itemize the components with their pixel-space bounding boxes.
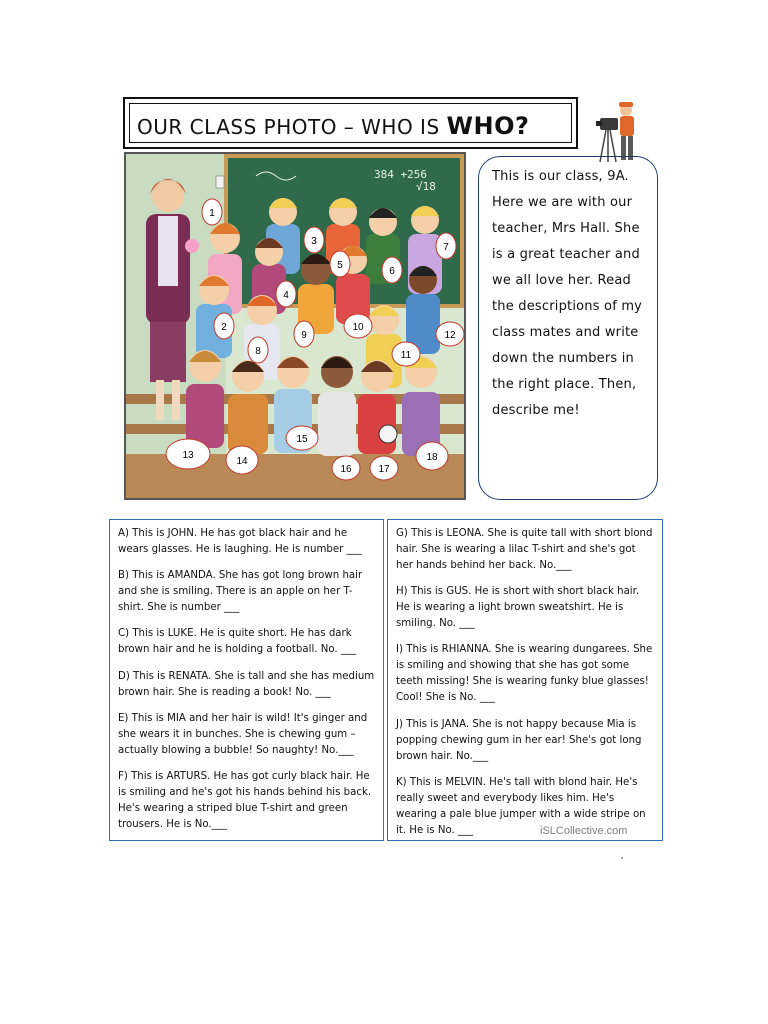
- description-item: A) This is JOHN. He has got black hair and he wears glasses. He is laughing. He is number ___: [118, 528, 362, 555]
- number-circle-14: [226, 446, 258, 474]
- description-item: I) This is RHIANNA. She is wearing dungarees. She is smiling and showing that she has got some teeth missing! She is wearing funky blue glasses! Cool! She is No. ___: [396, 644, 653, 704]
- description-item: H) This is GUS. He is short with short black hair. He is wearing a light brown sweatshirt. He is smiling. No. ___: [396, 586, 640, 630]
- description-item: F) This is ARTURS. He has got curly black hair. He is smiling and he's got his hands behind his back. He's wearing a striped blue T-shirt and green trousers. He is No.___: [118, 770, 372, 830]
- number-circle-15: [286, 426, 318, 450]
- number-circle-11: [392, 342, 420, 366]
- number-circle-7: [436, 233, 456, 259]
- title-prefix: OUR CLASS PHOTO – WHO IS: [137, 115, 447, 139]
- number-circle-8: [248, 337, 268, 363]
- number-label: 13: [182, 450, 194, 461]
- title-emphasis: WHO?: [446, 112, 530, 140]
- number-label: 1: [209, 208, 215, 219]
- number-circle-1: [202, 199, 222, 225]
- number-circle-3: [304, 227, 324, 253]
- number-label: 14: [236, 456, 248, 467]
- intro-text: This is our class, 9A. Here we are with our teacher, Mrs Hall. She is a great teacher and we all love her. Read the descriptions of my class mates and write down the numbers in the right place. Then, describe me!: [492, 169, 643, 418]
- number-label: 11: [400, 350, 412, 361]
- number-label: 7: [443, 242, 449, 253]
- worksheet-title: [137, 112, 529, 140]
- number-circle-4: [276, 281, 296, 307]
- descriptions-panel-right: [387, 519, 663, 841]
- number-label: 15: [296, 434, 308, 445]
- number-label: 18: [426, 452, 438, 463]
- number-circle-16: [332, 456, 360, 480]
- number-circle-10: [344, 314, 372, 338]
- descriptions-panel-left: [109, 519, 384, 841]
- number-label: 6: [389, 266, 395, 277]
- description-item: D) This is RENATA. She is tall and she has medium brown hair. She is reading a book! No. ___: [118, 670, 375, 698]
- number-label: 12: [444, 330, 456, 341]
- number-circle-12: [436, 322, 464, 346]
- number-label: 8: [255, 346, 261, 357]
- description-item: C) This is LUKE. He is quite short. He has dark brown hair and he is holding a football. No. ___: [118, 628, 357, 656]
- number-label: 4: [283, 290, 289, 301]
- number-label: 10: [352, 322, 364, 333]
- number-label: 2: [221, 322, 227, 333]
- number-circle-9: [294, 321, 314, 347]
- number-circle-18: [416, 442, 448, 470]
- class-photo-illustration: [126, 154, 464, 498]
- number-circle-6: [382, 257, 402, 283]
- camera-operator-icon: [596, 100, 642, 164]
- number-circle-2: [214, 313, 234, 339]
- board-root: √18: [416, 180, 436, 193]
- watermark: iSLCollective.com: [540, 825, 628, 837]
- number-circle-17: [370, 456, 398, 480]
- number-circle-13: [166, 439, 210, 469]
- description-item: E) This is MIA and her hair is wild! It's ginger and she wears it in bunches. She is chewing gum – actually blowing a bubble! So naughty! No.___: [118, 712, 368, 756]
- number-label: 16: [340, 464, 352, 475]
- number-label: 9: [301, 330, 307, 341]
- description-item: G) This is LEONA. She is quite tall with short blond hair. She is wearing a lilac T-shirt and she's got her hands behind her back. No.___: [396, 528, 653, 571]
- scan-dot: [621, 857, 623, 859]
- title-box: [123, 97, 578, 149]
- number-label: 5: [337, 260, 343, 271]
- class-photo: [124, 152, 466, 500]
- number-circle-5: [330, 251, 350, 277]
- number-label: 3: [311, 236, 317, 247]
- board-sum: 384 +256: [374, 168, 427, 181]
- description-item: J) This is JANA. She is not happy because Mia is popping chewing gum in her ear! She's got long brown hair. No.___: [396, 718, 642, 762]
- description-item: K) This is MELVIN. He's tall with blond hair. He's really sweet and everybody likes him. He's wearing a pale blue jumper with a wide stripe on it. He is No. ___: [396, 776, 646, 836]
- number-label: 17: [378, 464, 390, 475]
- description-item: B) This is AMANDA. She has got long brown hair and she is smiling. There is an apple on her T-shirt. She is number ___: [118, 570, 363, 614]
